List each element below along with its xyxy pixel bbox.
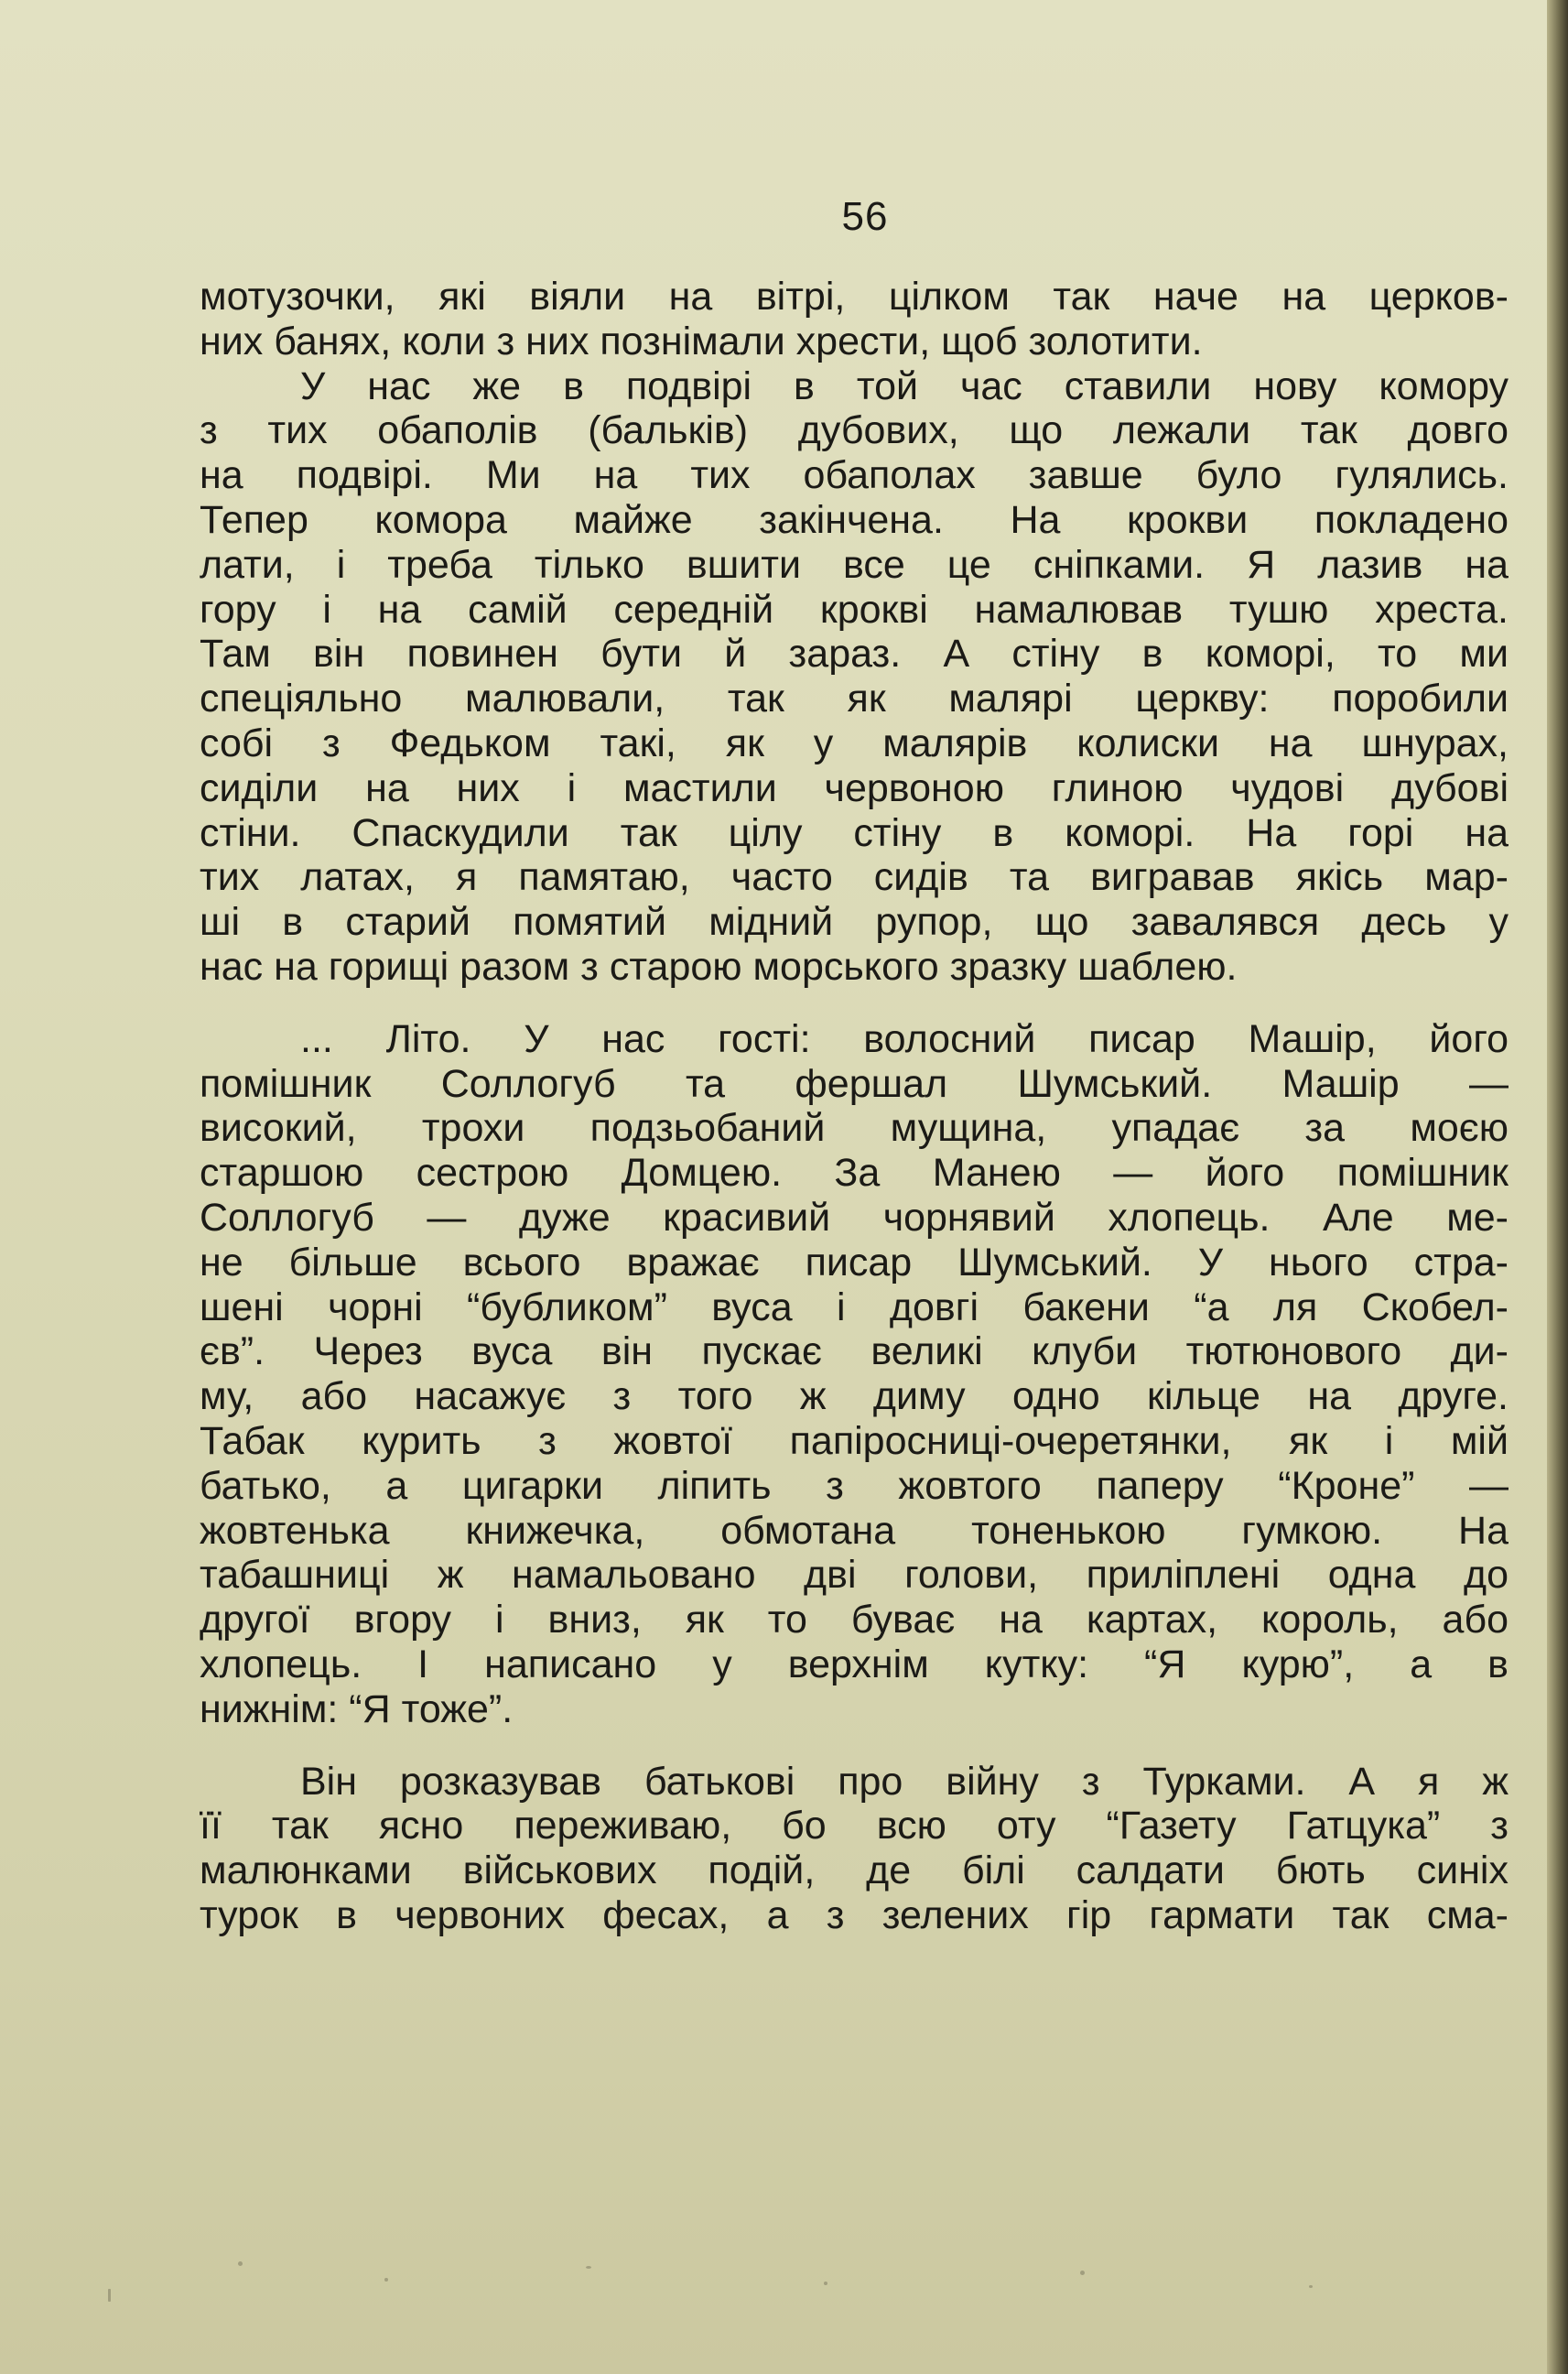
print-speck xyxy=(108,2289,111,2302)
text-line: помішник Соллогуб та фершал Шумський. Машір — xyxy=(200,1061,1509,1106)
paragraph-gap xyxy=(200,990,1509,1017)
page-number: 56 xyxy=(841,194,889,239)
text-line: собі з Федьком такі, як у малярів колиски на шнурах, xyxy=(200,721,1509,765)
text-line: з тих обаполів (бальків) дубових, що лежали так довго xyxy=(200,408,1509,453)
text-line: батько, а цигарки ліпить з жовтого паперу “Кроне” — xyxy=(200,1463,1509,1508)
text-line: не більше всього вражає писар Шумський. У нього стра- xyxy=(200,1240,1509,1285)
text-line: Там він повинен бути й зараз. А стіну в коморі, то ми xyxy=(200,632,1509,677)
page-edge-shadow xyxy=(1547,0,1568,2374)
text-line: нас на горищі разом з старою морського зразку шаблею. xyxy=(200,944,1238,989)
text-line: шені чорні “бубликом” вуса і довгі бакени “а ля Скобел- xyxy=(200,1285,1509,1329)
text-line: другої вгору і вниз, як то буває на картах, король, або xyxy=(200,1598,1509,1642)
text-line: табашниці ж намальовано дві голови, приліплені одна до xyxy=(200,1553,1509,1598)
text-line: хлопець. І написано у верхнім кутку: “Я курю”, а в xyxy=(200,1642,1509,1686)
text-line: лати, і треба тілько вшити все це сніпками. Я лазив на xyxy=(200,542,1509,587)
paragraph xyxy=(200,364,1509,990)
text-line: ші в старий помятий мідний рупор, що завалявся десь у xyxy=(200,900,1509,945)
text-line: високий, трохи подзьобаний мущина, упадає за моєю xyxy=(200,1106,1509,1151)
text-line: мотузочки, які віяли на вітрі, цілком так наче на церков- xyxy=(200,275,1509,319)
text-line: малюнками військових подій, де білі салдати бють синіх xyxy=(200,1848,1509,1893)
text-line: У нас же в подвірі в той час ставили нову комору xyxy=(300,363,1509,408)
paragraph xyxy=(200,275,1509,364)
text-line: Тепер комора майже закінчена. На крокви покладено xyxy=(200,497,1509,542)
paragraph xyxy=(200,1017,1509,1732)
text-line: му, або насажує з того ж диму одно кільце на друге. xyxy=(200,1374,1509,1419)
print-speck xyxy=(238,2261,243,2266)
text-line: тих латах, я памятаю, часто сидів та вигравав якісь мар- xyxy=(200,855,1509,900)
text-line: сиділи на них і мастили червоною глиною чудові дубові xyxy=(200,765,1509,810)
print-speck xyxy=(824,2282,827,2285)
text-line: єв”. Через вуса він пускає великі клуби тютюнового ди- xyxy=(200,1329,1509,1374)
text-line: на подвірі. Ми на тих обаполах завше було гулялись. xyxy=(200,453,1509,498)
print-speck xyxy=(1080,2271,1085,2275)
text-line: старшою сестрою Домцею. За Манею — його помішник xyxy=(200,1151,1509,1196)
text-line: жовтенька книжечка, обмотана тоненькою гумкою. На xyxy=(200,1508,1509,1553)
paragraph xyxy=(200,1760,1509,1938)
text-line: стіни. Спаскудили так цілу стіну в коморі. На горі на xyxy=(200,810,1509,855)
paragraph-gap xyxy=(200,1732,1509,1760)
text-line: ... Літо. У нас гості: волосний писар Машір, його xyxy=(300,1016,1509,1061)
body-text xyxy=(200,275,1509,1938)
text-line: них банях, коли з них познімали хрести, щоб золотити. xyxy=(200,319,1203,363)
text-line: гору і на самій середній крокві намалював тушю хреста. xyxy=(200,587,1509,632)
text-line: Він розказував батькові про війну з Турками. А я ж xyxy=(300,1759,1509,1804)
text-line: Табак курить з жовтої папіросниці-очеретянки, як і мій xyxy=(200,1418,1509,1463)
text-line: її так ясно переживаю, бо всю оту “Газету Гатцука” з xyxy=(200,1804,1509,1848)
text-line: Соллогуб — дуже красивий чорнявий хлопець. Але ме- xyxy=(200,1195,1509,1240)
print-speck xyxy=(1309,2285,1313,2288)
text-line: спеціяльно малювали, так як малярі церкву: поробили xyxy=(200,677,1509,721)
text-line: турок в червоних фесах, а з зелених гір гармати так сма- xyxy=(200,1892,1509,1937)
print-speck xyxy=(586,2266,591,2269)
text-line: нижнім: “Я тоже”. xyxy=(200,1686,514,1731)
print-speck xyxy=(384,2278,388,2282)
